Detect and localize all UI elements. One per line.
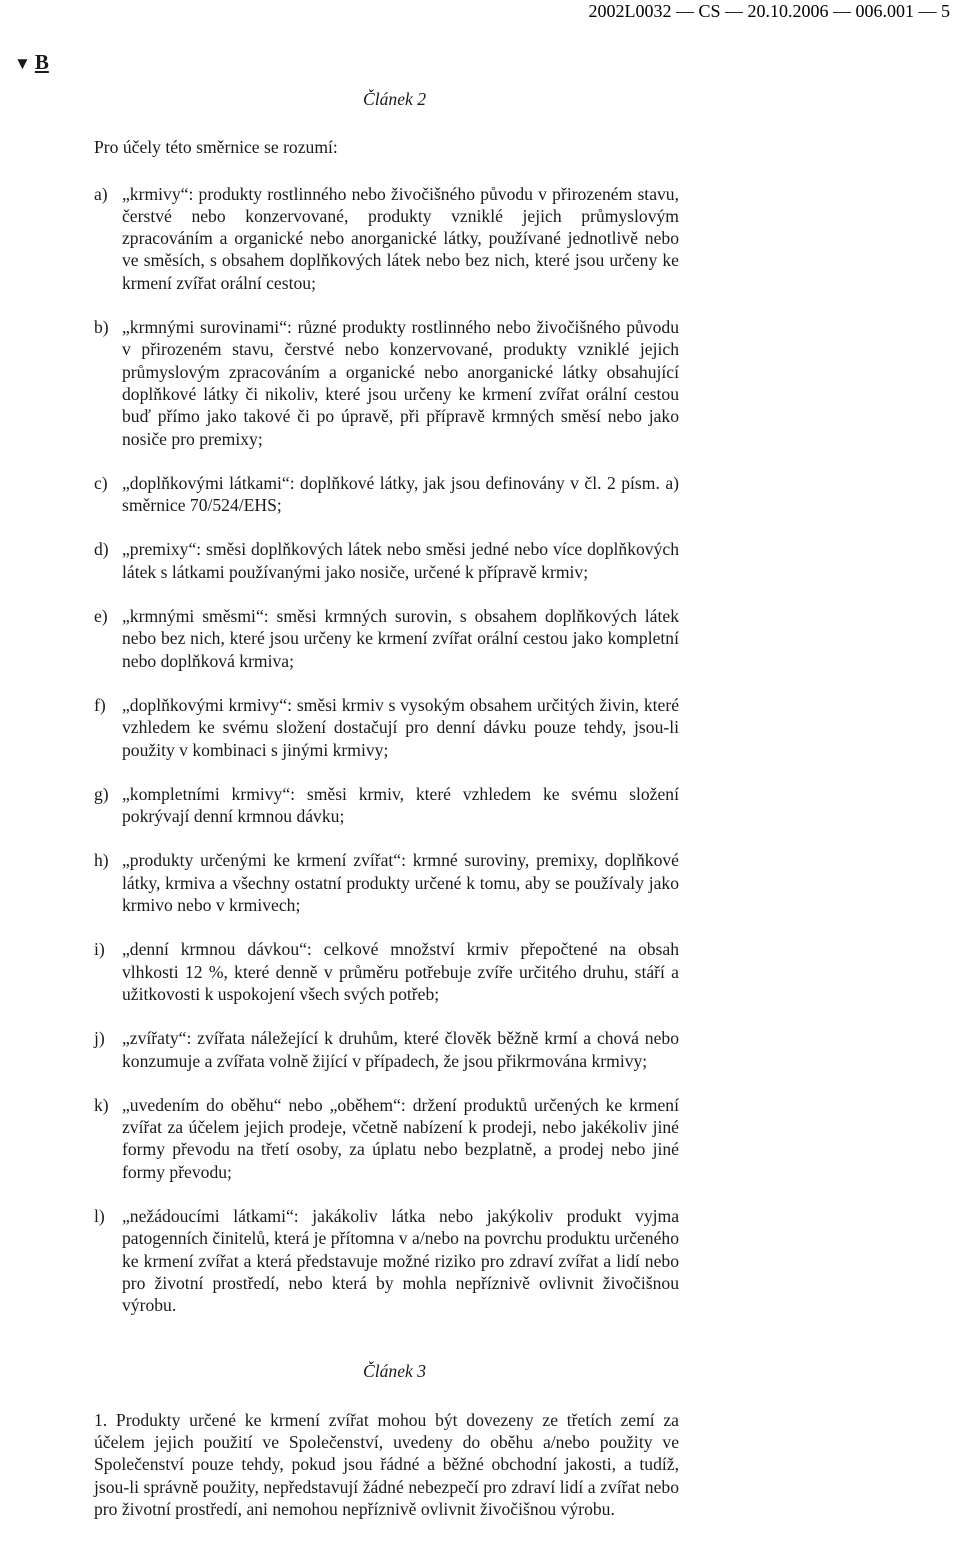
item-label: c): [94, 472, 108, 493]
item-label: j): [94, 1028, 105, 1049]
definition-item: [94, 1205, 679, 1316]
item-text: „uvedením do oběhu“ nebo „oběhem“: držení produktů určených ke krmení zvířat za účelem jejich prodeje, včetně nabízení k prodeji, nebo jakékoliv jiné formy převodu na třetí osoby, za úplatu nebo bezplatně, a prodej nebo jiné formy převodu;: [122, 1094, 679, 1182]
item-text: „zvířaty“: zvířata náležející k druhům, které člověk běžně krmí a chová nebo konzumuje a zvířata volně žijící v případech, že jsou přikrmována krmivy;: [122, 1028, 679, 1071]
item-text: „krmnými směsmi“: směsi krmných surovin, s obsahem doplňkových látek nebo bez nich, které jsou určeny ke krmení zvířat orální cestou jako kompletní nebo doplňková krmiva;: [122, 606, 679, 671]
definition-item: [94, 1027, 679, 1072]
item-label: f): [94, 694, 106, 715]
item-label: b): [94, 317, 109, 338]
definition-item: [94, 472, 679, 517]
item-text: „krmnými surovinami“: různé produkty rostlinného nebo živočišného původu v přirozeném stavu, čerstvé nebo konzervované, produkty vzniklé jejich průmyslovým zpracováním a organické nebo anorganické látky obsahující doplňkové látky či nikoliv, které jsou určeny ke krmení zvířat orální cestou buď přímo jako takové či po úpravě, při přípravě krmných směsí nebo jako nosiče pro premixy;: [122, 317, 679, 449]
item-text: „krmivy“: produkty rostlinného nebo živočišného původu v přirozeném stavu, čerstvé nebo konzervované, produkty vzniklé jejich průmyslovým zpracováním a organické nebo anorganické látky, používané jednotlivě nebo ve směsích, s obsahem doplňkových látek nebo bez nich, které jsou určeny ke krmení zvířat orální cestou;: [122, 183, 679, 293]
item-text: „doplňkovými látkami“: doplňkové látky, jak jsou definovány v čl. 2 písm. a) směrnice 70/524/EHS;: [122, 472, 679, 516]
definition-list: [94, 183, 679, 1317]
item-label: g): [94, 783, 109, 804]
article-2-title: Článek 2: [362, 89, 427, 109]
article-3-title: Článek 3: [362, 1361, 427, 1382]
article-3-paragraph: 1. Produkty určené ke krmení zvířat mohou být dovezeny ze třetích zemí za účelem jejich použití ve Společenství, uvedeny do oběhu a/nebo použity ve Společenství pouze tehdy, pokud jsou řádné a běžné obchodní jakosti, a tudíž, jsou-li správně použity, nepředstavují žádné nebezpečí pro zdraví lidí a zvířat nebo pro životní prostředí, ani nemohou nepříznivě ovlivnit živočišnou výrobu.: [94, 1409, 679, 1519]
definition-item: [94, 605, 679, 672]
item-text: „kompletními krmivy“: směsi krmiv, které vzhledem ke svému složení pokrývají denní krmnou dávku;: [122, 783, 679, 827]
item-text: „denní krmnou dávkou“: celkové množství krmiv přepočtené na obsah vlhkosti 12 %, které denně v průměru potřebuje zvíře určitého druhu, stáří a užitkovosti k uspokojení všech svých potřeb;: [122, 939, 679, 1004]
running-head: 2002L0032 — CS — 20.10.2006 — 006.001 — 5: [588, 1, 950, 21]
definition-item: [94, 538, 679, 583]
definition-item: [94, 849, 679, 916]
item-text: „nežádoucími látkami“: jakákoliv látka nebo jakýkoliv produkt vyjma patogenních činitelů, která je přítomna v a/nebo na povrchu produktu určeného ke krmení zvířat a která představuje možné riziko pro zdraví zvířat a lidí nebo pro životní prostředí, nebo která by mohla nepříznivě ovlivnit živočišnou výrobu.: [122, 1205, 679, 1316]
definition-item: [94, 183, 679, 294]
document-body: [94, 88, 679, 1520]
item-label: k): [94, 1094, 109, 1115]
article-2-intro: Pro účely této směrnice se rozumí:: [94, 137, 338, 158]
item-label: i): [94, 939, 105, 960]
item-label: h): [94, 850, 109, 871]
item-text: „doplňkovými krmivy“: směsi krmiv s vysokým obsahem určitých živin, které vzhledem ke svému složení dostačují pro denní dávku pouze tehdy, jsou-li použity v kombinaci s jinými krmivy;: [122, 694, 679, 760]
item-label: e): [94, 606, 108, 627]
item-text: „premixy“: směsi doplňkových látek nebo směsi jedné nebo více doplňkových látek s látkami používanými jako nosiče, určené k přípravě krmiv;: [122, 539, 679, 582]
amendment-letter: B: [34, 50, 49, 74]
item-text: „produkty určenými ke krmení zvířat“: krmné suroviny, premixy, doplňkové látky, krmiva a všechny ostatní produkty určené k tomu, aby se používaly jako krmivo nebo v krmivech;: [122, 850, 679, 916]
definition-item: [94, 316, 679, 450]
definition-item: [94, 938, 679, 1005]
definition-item: [94, 783, 679, 828]
item-label: l): [94, 1205, 105, 1226]
definition-item: [94, 1094, 679, 1183]
item-label: d): [94, 539, 109, 560]
item-label: a): [94, 183, 108, 204]
amendment-marker: [14, 50, 49, 76]
triangle-down-icon: ▼: [14, 54, 31, 73]
definition-item: [94, 694, 679, 761]
